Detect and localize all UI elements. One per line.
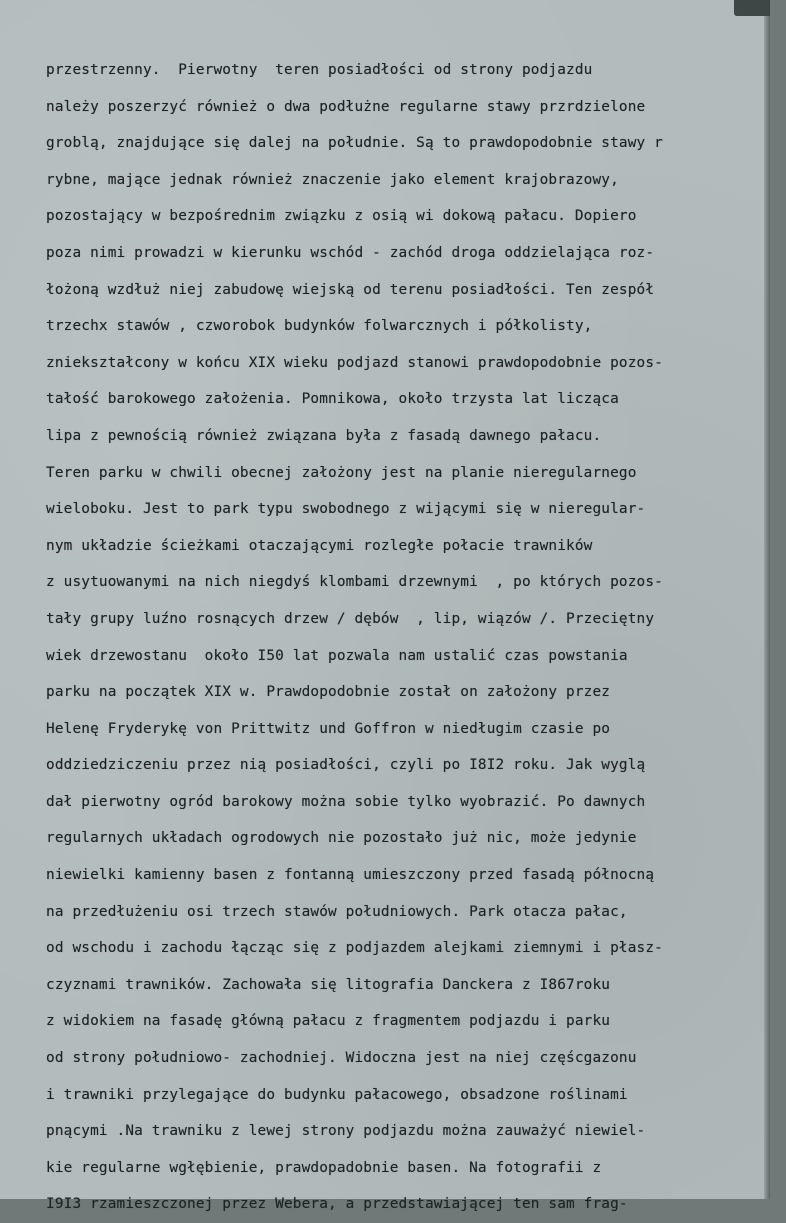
text-line: tały grupy luźno rosnących drzew / dębów , lip, wiązów /. Przeciętny: [46, 610, 655, 627]
text-line: tałość barokowego założenia. Pomnikowa, około trzysta lat licząca: [46, 391, 619, 408]
text-line: łożoną wzdłuż niej zabudowę wiejską od terenu posiadłości. Ten zespół: [46, 281, 655, 298]
text-line: nym układzie ścieżkami otaczającymi rozległe połacie trawników: [46, 537, 593, 554]
text-line: wieloboku. Jest to park typu swobodnego z wijącymi się w nieregular-: [46, 501, 646, 518]
text-line: z widokiem na fasadę główną pałacu z fragmentem podjazdu i parku: [46, 1013, 611, 1030]
text-line: od wschodu i zachodu łącząc się z podjazdem alejkami ziemnymi i płasz-: [46, 940, 663, 957]
text-line: na przedłużeniu osi trzech stawów południowych. Park otacza pałac,: [46, 903, 628, 920]
text-line: niewielki kamienny basen z fontanną umieszczony przed fasadą północną: [46, 867, 655, 884]
text-line: lipa z pewnością również związana była z fasadą dawnego pałacu.: [46, 427, 602, 444]
text-line: zniekształcony w końcu XIX wieku podjazd stanowi prawdopodobnie pozos-: [46, 354, 663, 371]
text-line: groblą, znajdujące się dalej na południe. Są to prawdopodobnie stawy r: [46, 135, 663, 152]
text-line: Teren parku w chwili obecnej założony jest na planie nieregularnego: [46, 464, 637, 481]
text-line: regularnych układach ogrodowych nie pozostało już nic, może jedynie: [46, 830, 637, 847]
text-line: dał pierwotny ogród barokowy można sobie tylko wyobrazić. Po dawnych: [46, 793, 646, 810]
text-line: parku na początek XIX w. Prawdopodobnie został on założony przez: [46, 684, 611, 701]
page-corner-tab: [734, 0, 770, 16]
text-line: Helenę Fryderykę von Prittwitz und Goffron w niedługim czasie po: [46, 720, 611, 737]
text-line: czyznami trawników. Zachowała się litografia Danckera z I867roku: [46, 976, 611, 993]
text-line: trzechx stawów , czworobok budynków folwarcznych i półkolisty,: [46, 318, 593, 335]
text-line: pnącymi .Na trawniku z lewej strony podjazdu można zauważyć niewiel-: [46, 1123, 646, 1140]
text-line: pozostający w bezpośrednim związku z osią wi dokową pałacu. Dopiero: [46, 208, 637, 225]
text-line: należy poszerzyć również o dwa podłużne regularne stawy przrdzielone: [46, 98, 646, 115]
text-line: poza nimi prowadzi w kierunku wschód - zachód droga oddzielająca roz-: [46, 244, 655, 261]
text-line: rybne, mające jednak również znaczenie jako element krajobrazowy,: [46, 171, 619, 188]
text-line: od strony południowo- zachodniej. Widoczna jest na niej częścgazonu: [46, 1050, 637, 1067]
text-line: przestrzenny. Pierwotny teren posiadłości od strony podjazdu: [46, 62, 593, 78]
text-line: i trawniki przylegające do budynku pałacowego, obsadzone roślinami: [46, 1086, 628, 1103]
text-line: oddziedziczeniu przez nią posiadłości, czyli po I8I2 roku. Jak wyglą: [46, 757, 646, 774]
text-line: z usytuowanymi na nich niegdyś klombami drzewnymi , po których pozos-: [46, 574, 663, 591]
text-line: wiek drzewostanu około I50 lat pozwala nam ustalić czas powstania: [46, 647, 628, 664]
text-line: kie regularne wgłębienie, prawdopadobnie basen. Na fotografii z: [46, 1159, 602, 1176]
page-text: [46, 52, 786, 1223]
text-line: I9I3 rzamieszczonej przez Webera, a przedstawiającej ten sam frag-: [46, 1196, 628, 1213]
